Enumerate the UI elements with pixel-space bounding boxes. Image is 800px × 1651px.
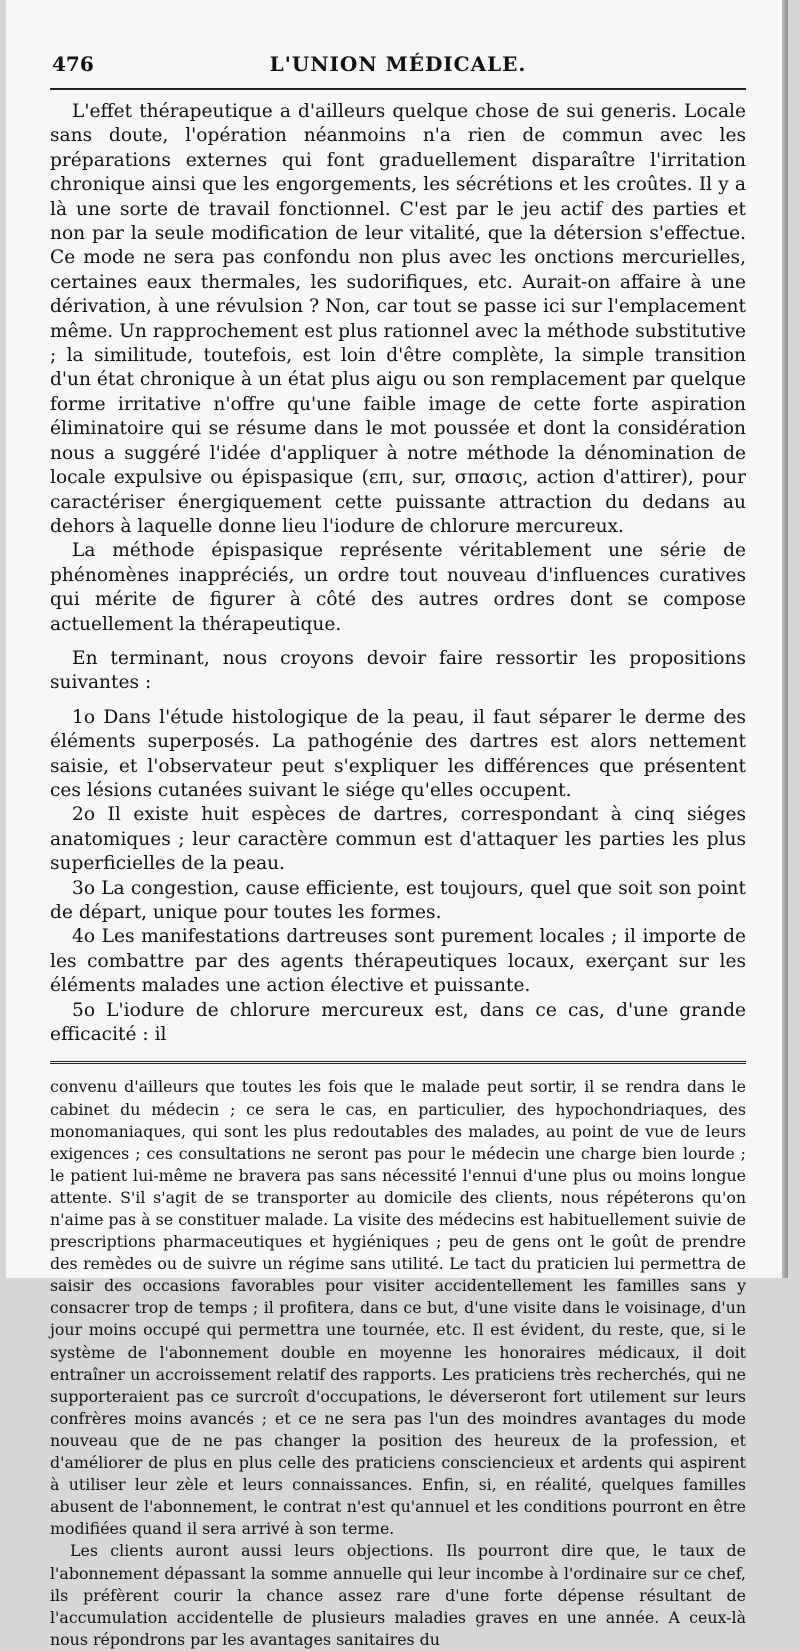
main-text [50,100,746,1047]
proposition-5: 5o L'iodure de chlorure mercureux est, dans ce cas, d'une grande efficacité : il [50,999,746,1046]
footnote-separator [50,1061,746,1064]
paragraph-effect: L'effet thérapeutique a d'ailleurs quelque chose de sui generis. Locale sans doute, l'opération néanmoins n'a rien de commun avec les préparations externes qui font graduellement disparaître l'irritation chronique ainsi que les engorgements, les sécrétions et les croûtes. Il y a là une sorte de travail fonctionnel. C'est par le jeu actif des parties et non par la seule modification de leur vitalité, que la détersion s'effectue. Ce mode ne sera pas confondu non plus avec les onctions mercurielles, certaines eaux thermales, les sudorifiques, etc. Aurait-on affaire à une dérivation, à une révulsion ? Non, car tout se passe ici sur l'emplacement même. Un rapprochement est plus rationnel avec la méthode substitutive ; la similitude, toutefois, est loin d'être complète, la simple transition d'un état chronique à un état plus aigu ou son remplacement par quelque forme irritative n'offre qu'une faible image de cette forte aspiration éliminatoire qui se résume dans le mot poussée et dont la considération nous a suggéré l'idée d'appliquer à notre méthode la dénomination de locale expulsive ou épispasique (επι, sur, σπασις, action d'attirer), pour caractériser énergiquement cette puissante attraction du dedans au dehors à laquelle donne lieu l'iodure de chlorure mercureux. [50,101,746,537]
footnote-text [50,1076,746,1650]
page-number: 476 [52,52,94,76]
proposition-1: 1o Dans l'étude histologique de la peau, il faut séparer le derme des éléments superposés. La pathogénie des dartres est alors nettement saisie, et l'observateur peut s'expliquer les différences que présentent ces lésions cutanées suivant le siége qu'elles occupent. [50,706,746,801]
page-header [50,44,746,84]
proposition-4: 4o Les manifestations dartreuses sont purement locales ; il importe de les combattre par des agents thérapeutiques locaux, exerçant sur les éléments malades une action élective et puissante. [50,926,746,997]
page-edge-shadow [782,0,788,1278]
running-title: L'UNION MÉDICALE. [269,52,527,76]
paragraph-epispasic-method: La méthode épispasique représente véritablement une série de phénomènes inappréciés, un ordre tout nouveau d'influences curatives qui mérite de figurer à côté des autres ordres dont se compose actuellement la thérapeutique. [50,540,746,635]
footnote-paragraph-2: Les clients auront aussi leurs objections. Ils pourront dire que, le taux de l'abonnement dépassant la somme annuelle qui leur incombe à l'ordinaire sur ce chef, ils préfèrent courir la chance assez rare d'une forte dépense résultant de l'accumulation accidentelle de plusieurs maladies graves en une année. A ceux-là nous répondrons par les avantages sanitaires du [50,1541,746,1649]
footnote-paragraph-1: convenu d'ailleurs que toutes les fois que le malade peut sortir, il se rendra dans le cabinet du médecin ; ce sera le cas, en particulier, des hypochondriaques, des monomaniaques, qui sont les plus redoutables des malades, au point de vue de leurs exigences ; ces consultations ne seront pas pour le médecin une charge bien lourde ; le patient lui-même ne bravera pas sans nécessité l'ennui d'une plus ou moins longue attente. S'il s'agit de se transporter au domicile des clients, nous répéterons qu'on n'aime pas à se constituer malade. La visite des médecins est habituellement suivie de prescriptions pharmaceutiques et hygiéniques ; peu de gens ont le goût de prendre des remèdes ou de suivre un régime sans utilité. Le tact du praticien lui permettra de saisir des occasions favorables pour visiter accidentellement les familles sans y consacrer trop de temps ; il profitera, dans ce but, d'une visite dans le voisinage, d'un jour moins occupé qui permettra une tournée, etc. Il est évident, du reste, que, si le système de l'abonnement double en moyenne les honoraires médicaux, il doit entraîner un accroissement relatif des rapports. Les praticiens très recherchés, qui ne supporteraient pas ce surcroît d'occupations, le déverseront fort utilement sur leurs confrères moins avancés ; et ce ne sera pas l'un des moindres avantages du mode nouveau que de ne pas changer la position des heureux de la profession, et d'améliorer de plus en plus celle des praticiens consciencieux et ardents qui aspirent à utiliser leur zèle et leurs connaissances. Enfin, si, en réalité, quelques familles abusent de l'abonnement, le contrat n'est qu'annuel et les conditions pourront en être modifiées quand il sera arrivé à son terme. [50,1077,746,1539]
proposition-3: 3o La congestion, cause efficiente, est toujours, quel que soit son point de départ, unique pour toutes les formes. [50,877,746,923]
proposition-2: 2o Il existe huit espèces de dartres, correspondant à cinq siéges anatomiques ; leur caractère commun est d'attaquer les parties les plus superficielles de la peau. [50,804,746,875]
paragraph-conclusion-intro: En terminant, nous croyons devoir faire ressortir les propositions suivantes : [50,647,746,694]
document-page [6,0,782,1649]
header-rule [50,88,746,90]
